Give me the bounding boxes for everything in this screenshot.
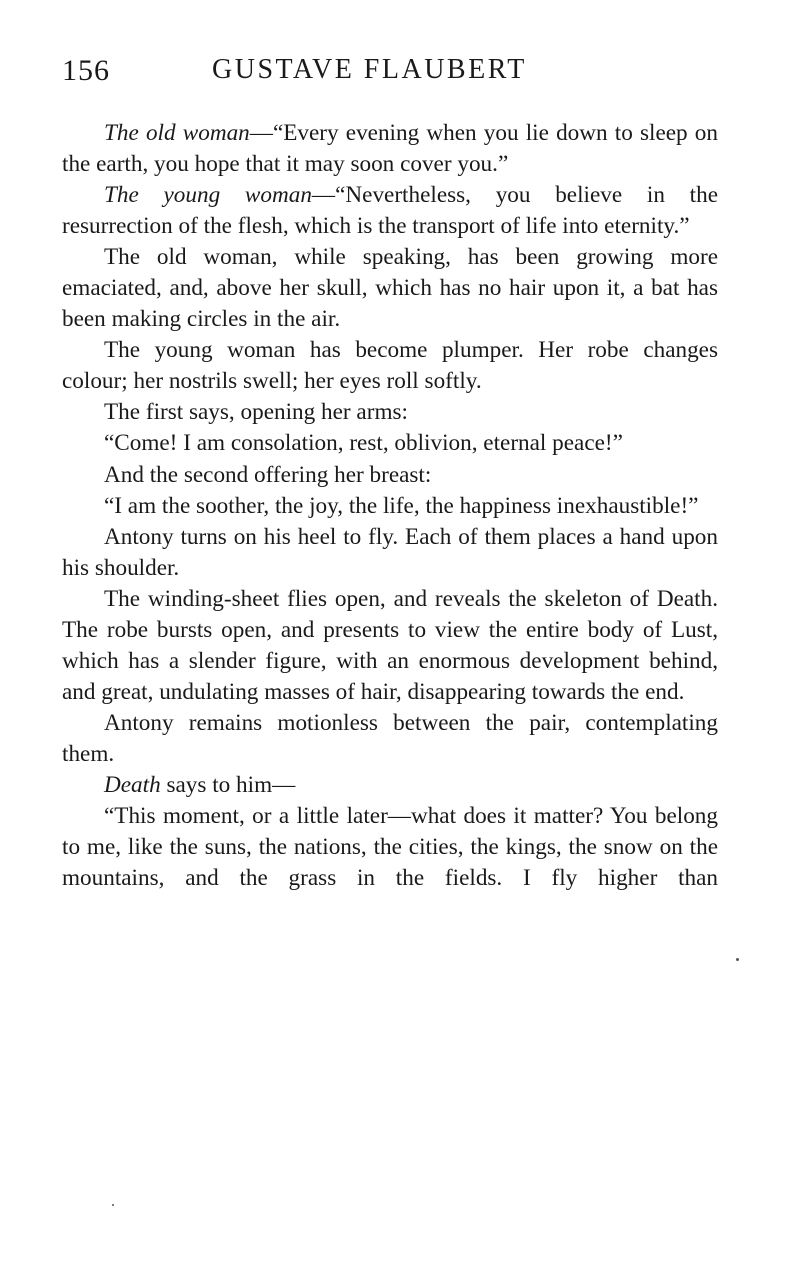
page-number: 156 <box>62 54 110 87</box>
paragraph <box>62 180 718 242</box>
paragraph <box>62 708 718 770</box>
paragraph <box>62 584 718 708</box>
paragraph <box>62 118 718 180</box>
paragraph-text: Antony remains motionless between the pair, contemplating them. <box>62 709 718 767</box>
paragraph <box>62 428 718 459</box>
paragraph-text: The young woman has become plumper. Her robe changes colour; her nostrils swell; her eyes roll softly. <box>62 337 718 395</box>
paragraph <box>62 335 718 397</box>
paragraph <box>62 491 718 522</box>
print-speck <box>736 958 739 961</box>
page-header <box>62 54 582 94</box>
paragraph-text: The winding-sheet flies open, and reveals the skeleton of Death. The robe bursts open, and presents to view the entire body of Lust, which has a slender figure, with an enormous development behind, and great, undulating masses of hair, disappearing towards the end. <box>62 585 718 705</box>
paragraph <box>62 522 718 584</box>
paragraph-text: —“Nevertheless, you believe in the resurrection of the flesh, which is the transport of life into eternity.” <box>62 182 718 240</box>
paragraph-text: says to him— <box>160 771 296 798</box>
paragraph-last <box>62 801 718 894</box>
paragraph <box>62 242 718 335</box>
running-head: GUSTAVE FLAUBERT <box>212 54 527 85</box>
body-text <box>62 118 718 894</box>
speaker-name: The young woman <box>104 182 312 209</box>
paragraph-text: Antony turns on his heel to fly. Each of them places a hand upon his shoulder. <box>62 523 718 581</box>
paragraph-text: The old woman, while speaking, has been growing more emaciated, and, above her skull, which has no hair upon it, a bat has been making circles in the air. <box>62 244 718 333</box>
paragraph-text: —“Every evening when you lie down to sleep on the earth, you hope that it may soon cover you.” <box>62 120 718 178</box>
paragraph <box>62 397 718 428</box>
paragraph <box>62 770 718 801</box>
speaker-name: The old woman <box>104 120 250 146</box>
speaker-name: Death <box>104 771 161 798</box>
paragraph-text: And the second offering her breast: <box>104 461 432 488</box>
paragraph-text: “Come! I am consolation, rest, oblivion, eternal peace!” <box>104 430 623 457</box>
print-speck <box>112 1204 114 1206</box>
paragraph-text: The first says, opening her arms: <box>104 399 408 426</box>
paragraph <box>62 460 718 491</box>
paragraph-text: “This moment, or a little later—what does it matter? You belong to me, like the suns, the nations, the cities, the kings, the snow on the mountains, and the grass in the fields. I fly higher than <box>62 803 718 892</box>
paragraph-text: “I am the soother, the joy, the life, the happiness inexhaustible!” <box>104 492 699 519</box>
